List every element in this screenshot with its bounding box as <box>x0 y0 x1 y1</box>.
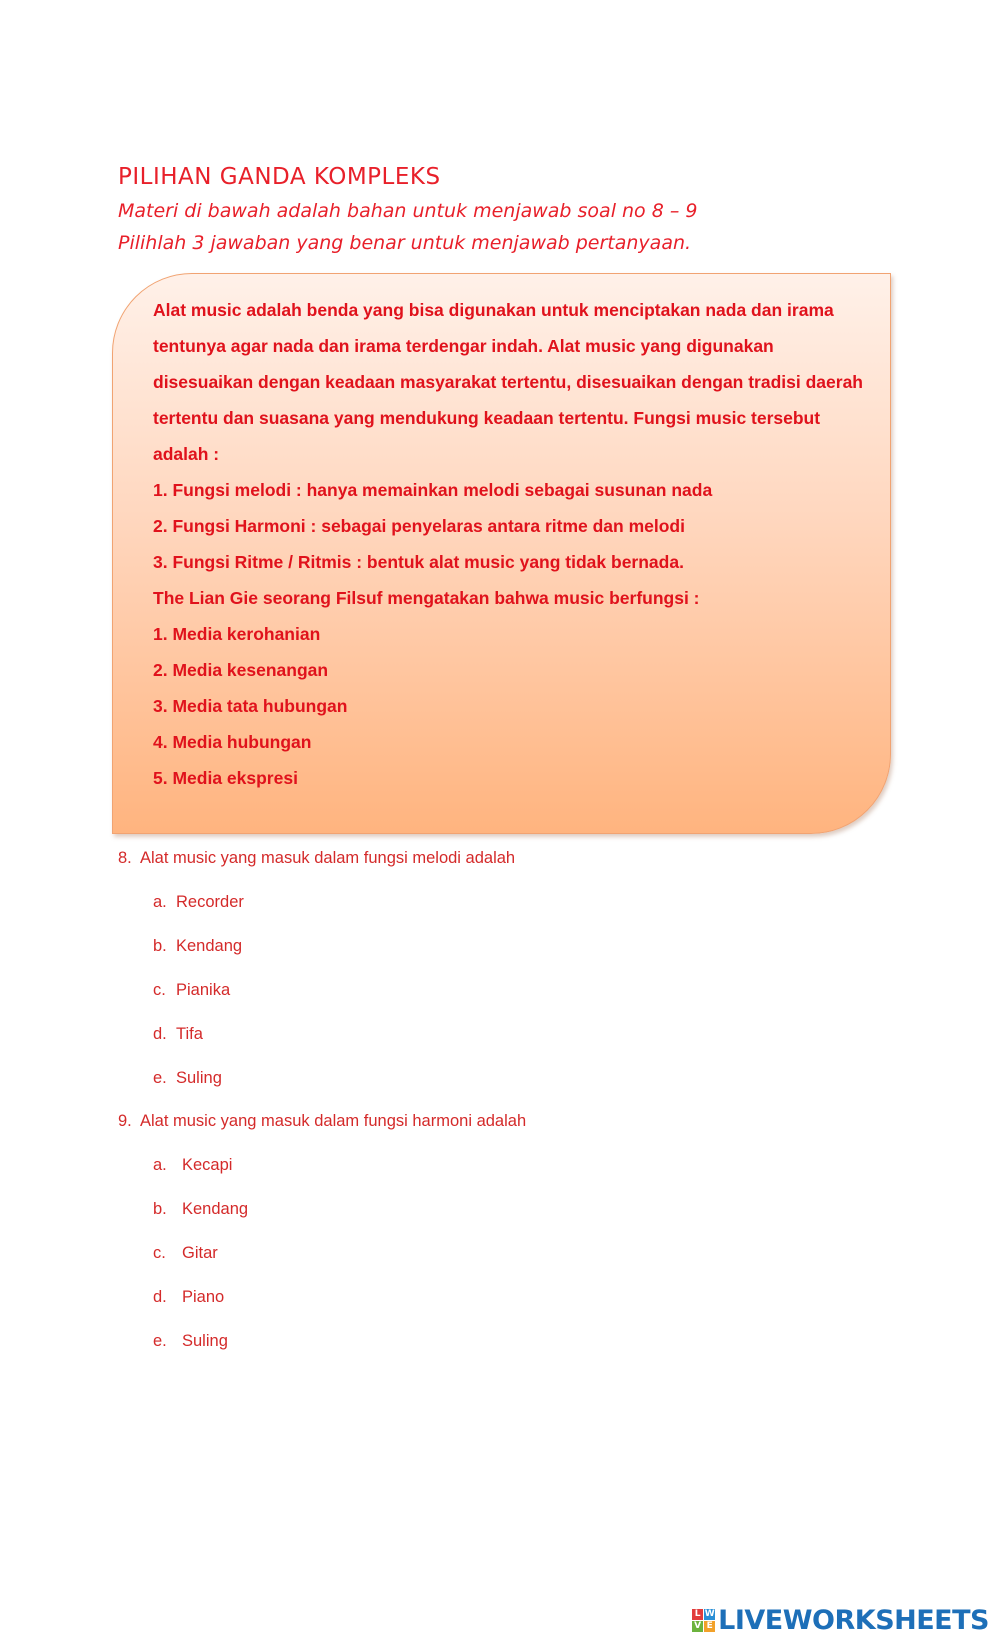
material-line: 3. Media tata hubungan <box>153 696 348 716</box>
material-line: 2. Media kesenangan <box>153 660 329 680</box>
question-number: 9. <box>118 1112 132 1130</box>
question-text: Alat music yang masuk dalam fungsi harmoni adalah <box>140 1112 527 1130</box>
option-text: Kendang <box>176 937 243 955</box>
logo-mark-icon <box>692 1609 715 1632</box>
question-text: Alat music yang masuk dalam fungsi melodi adalah <box>140 849 516 867</box>
option-text: Suling <box>182 1332 228 1350</box>
logo-text: LIVEWORKSHEETS <box>718 1604 989 1636</box>
question-8 <box>118 849 515 868</box>
option-letter: d. <box>153 1025 167 1043</box>
material-line: tertentu dan suasana yang mendukung keadaan tertentu. Fungsi music tersebut <box>153 408 821 428</box>
option-item[interactable] <box>153 1024 244 1068</box>
option-text: Piano <box>182 1288 225 1306</box>
option-letter: e. <box>153 1069 167 1087</box>
material-line: Alat music adalah benda yang bisa digunakan untuk menciptakan nada dan irama <box>153 300 834 320</box>
option-item[interactable] <box>153 1068 244 1112</box>
option-letter: c. <box>153 981 166 999</box>
question-9 <box>118 1112 526 1131</box>
instruction-material: Materi di bawah adalah bahan untuk menjawab soal no 8 – 9 <box>118 200 698 222</box>
option-item[interactable] <box>153 1287 248 1331</box>
question-number: 8. <box>118 849 132 867</box>
liveworksheets-logo <box>692 1602 989 1638</box>
material-line: 4. Media hubungan <box>153 732 312 752</box>
option-item[interactable] <box>153 1331 248 1375</box>
option-item[interactable] <box>153 980 244 1024</box>
material-box <box>112 273 891 834</box>
logo-mark-cell: V <box>692 1621 703 1632</box>
option-text: Kendang <box>182 1200 249 1218</box>
option-text: Gitar <box>182 1244 218 1262</box>
material-line: 2. Fungsi Harmoni : sebagai penyelaras antara ritme dan melodi <box>153 516 685 536</box>
option-text: Recorder <box>176 893 244 911</box>
option-item[interactable] <box>153 1155 248 1199</box>
logo-mark-cell: L <box>692 1609 703 1620</box>
option-letter: d. <box>153 1288 167 1306</box>
material-line: 1. Media kerohanian <box>153 624 321 644</box>
option-item[interactable] <box>153 1199 248 1243</box>
option-letter: a. <box>153 893 167 911</box>
option-letter: b. <box>153 937 167 955</box>
instruction-choose: Pilihlah 3 jawaban yang benar untuk menjawab pertanyaan. <box>118 232 692 254</box>
material-line: The Lian Gie seorang Filsuf mengatakan bahwa music berfungsi : <box>153 588 700 608</box>
question-9-options <box>153 1155 248 1375</box>
option-item[interactable] <box>153 892 244 936</box>
material-text <box>153 292 863 796</box>
material-line: disesuaikan dengan keadaan masyarakat tertentu, disesuaikan dengan tradisi daerah <box>153 372 863 392</box>
option-text: Tifa <box>176 1025 203 1043</box>
option-letter: b. <box>153 1200 167 1218</box>
option-text: Kecapi <box>182 1156 233 1174</box>
option-item[interactable] <box>153 936 244 980</box>
material-line: 5. Media ekspresi <box>153 768 298 788</box>
logo-mark-cell: E <box>704 1621 715 1632</box>
material-line: 3. Fungsi Ritme / Ritmis : bentuk alat music yang tidak bernada. <box>153 552 684 572</box>
material-line: tentunya agar nada dan irama terdengar indah. Alat music yang digunakan <box>153 336 774 356</box>
material-line: adalah : <box>153 444 220 464</box>
option-letter: a. <box>153 1156 167 1174</box>
page-title: PILIHAN GANDA KOMPLEKS <box>118 164 441 190</box>
question-8-options <box>153 892 244 1112</box>
option-item[interactable] <box>153 1243 248 1287</box>
option-letter: e. <box>153 1332 167 1350</box>
material-line: 1. Fungsi melodi : hanya memainkan melodi sebagai susunan nada <box>153 480 713 500</box>
logo-mark-cell: W <box>704 1609 715 1619</box>
option-text: Suling <box>176 1069 222 1087</box>
option-letter: c. <box>153 1244 166 1262</box>
option-text: Pianika <box>176 981 231 999</box>
